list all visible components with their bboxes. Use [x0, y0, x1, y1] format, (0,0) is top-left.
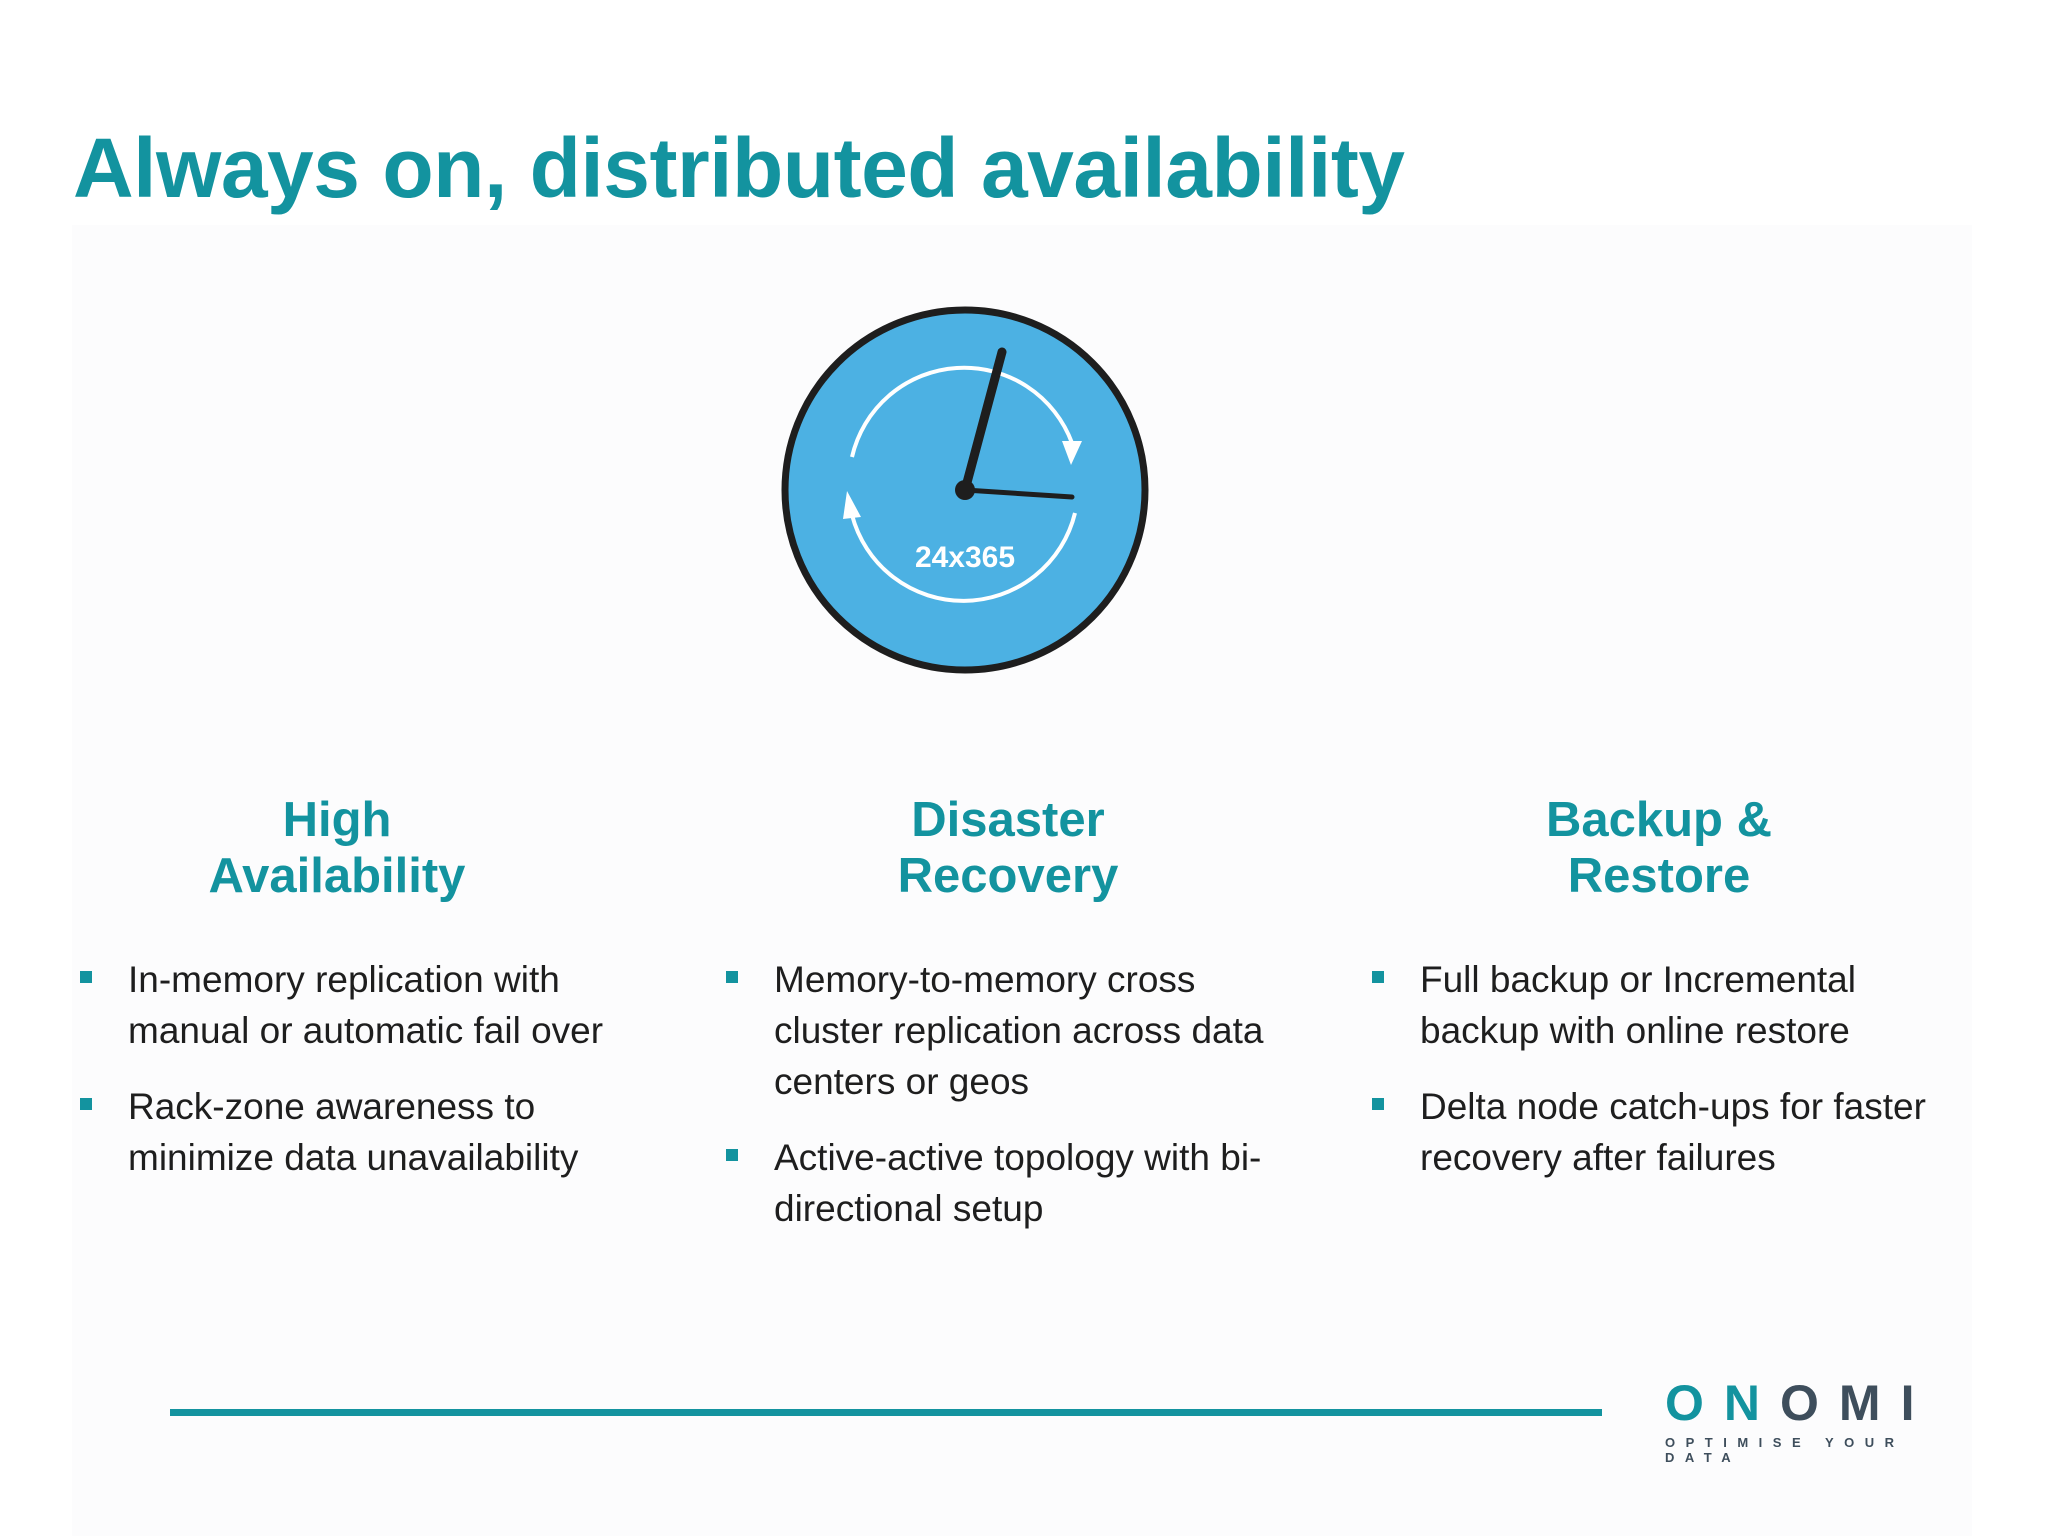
column-high-availability	[72, 792, 672, 1208]
logo-letter: I	[1900, 1375, 1935, 1431]
bullet-text: Active-active topology with bi-directional setup	[774, 1137, 1262, 1229]
bullet-square-icon	[726, 1149, 738, 1161]
logo-wordmark	[1665, 1375, 1935, 1431]
logo-letter: M	[1838, 1375, 1901, 1431]
clock-label: 24x365	[914, 541, 1016, 574]
logo-letter: O	[1665, 1375, 1724, 1431]
bullet-item	[72, 954, 672, 1056]
logo-tagline: OPTIMISE YOUR DATA	[1665, 1435, 1905, 1465]
bullet-square-icon	[1372, 1098, 1384, 1110]
bullet-item	[1364, 1081, 1964, 1183]
footer-divider	[170, 1409, 1602, 1416]
clock-icon	[780, 305, 1150, 675]
bullet-text: Memory-to-memory cross cluster replication across data centers or geos	[774, 959, 1264, 1102]
bullet-text: Rack-zone awareness to minimize data unavailability	[128, 1086, 579, 1178]
heading-line: Recovery	[897, 849, 1119, 903]
bullet-square-icon	[726, 971, 738, 983]
column-backup-restore	[1364, 792, 1964, 1208]
logo-letter: O	[1780, 1375, 1839, 1431]
logo-letter: N	[1723, 1375, 1781, 1431]
bullet-item	[718, 954, 1318, 1107]
bullet-list	[72, 954, 672, 1183]
bullet-square-icon	[1372, 971, 1384, 983]
heading-line: Availability	[208, 849, 466, 903]
onomi-logo	[1665, 1375, 1935, 1465]
heading-line: Disaster	[911, 793, 1105, 847]
bullet-item	[718, 1132, 1318, 1234]
bullet-list	[718, 954, 1318, 1234]
column-heading	[1364, 792, 1954, 904]
column-disaster-recovery	[718, 792, 1318, 1259]
bullet-square-icon	[80, 1098, 92, 1110]
heading-line: High	[282, 793, 392, 847]
bullet-item	[1364, 954, 1964, 1056]
bullet-text: Full backup or Incremental backup with online restore	[1420, 959, 1856, 1051]
slide-title: Always on, distributed availability	[73, 121, 1405, 215]
clock-center	[955, 480, 975, 500]
bullet-item	[72, 1081, 672, 1183]
bullet-list	[1364, 954, 1964, 1183]
bullet-text: Delta node catch-ups for faster recovery after failures	[1420, 1086, 1926, 1178]
bullet-text: In-memory replication with manual or automatic fail over	[128, 959, 604, 1051]
column-heading	[72, 792, 602, 904]
bullet-square-icon	[80, 971, 92, 983]
heading-line: Backup &	[1545, 793, 1772, 847]
column-heading	[718, 792, 1298, 904]
heading-line: Restore	[1567, 849, 1751, 903]
